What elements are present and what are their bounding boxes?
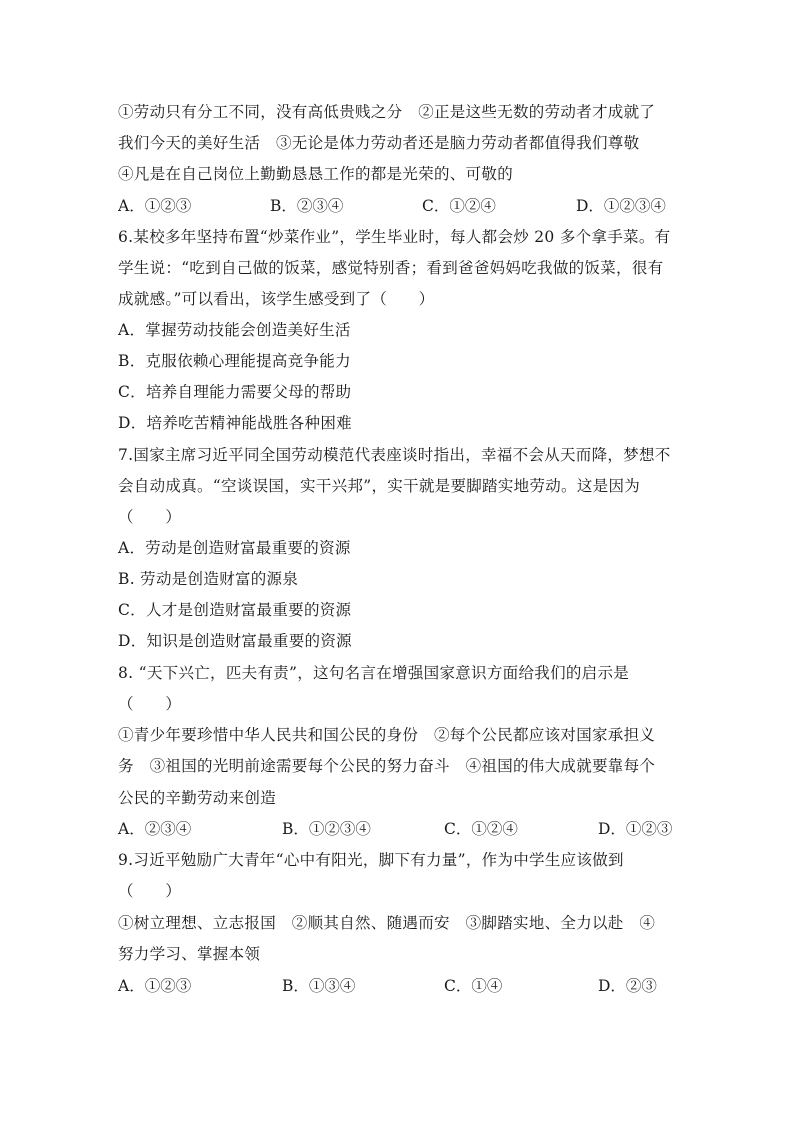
option-b: B．②③④ [270,197,344,215]
option-a: A．①②③ [118,977,192,995]
statement-line: ①劳动只有分工不同，没有高低贵贱之分 ②正是这些无数的劳动者才成就了 [118,103,656,121]
option-c: C．培养自理能力需要父母的帮助 [118,383,352,401]
question-6-stem: 成就感。”可以看出，该学生感受到了（ ） [118,290,435,308]
statement-line: 公民的辛勤劳动来创造 [118,789,277,807]
question-8-stem: 8. “天下兴亡，匹夫有责”，这句名言在增强国家意识方面给我们的启示是 [118,664,630,682]
option-c: C．人才是创造财富最重要的资源 [118,601,352,619]
question-7-stem: 会自动成真。“空谈误国，实干兴邦”，实干就是要脚踏实地劳动。这是因为 [118,477,641,495]
question-6-stem: 6.某校多年坚持布置“炒菜作业”，学生毕业时，每人都会炒 20 多个拿手菜。有 [118,228,671,246]
option-a: A．掌握劳动技能会创造美好生活 [118,321,351,339]
option-d: D．培养吃苦精神能战胜各种困难 [118,414,352,432]
statement-line: 努力学习、掌握本领 [118,945,261,963]
statement-line: ①树立理想、立志报国 ②顺其自然、随遇而安 ③脚踏实地、全力以赴 ④ [118,914,656,932]
option-a: A．②③④ [118,820,192,838]
answer-paren: （ ） [118,508,182,526]
option-d: D．知识是创造财富最重要的资源 [118,632,352,650]
option-b: B．克服依赖心理能提高竞争能力 [118,352,351,370]
answer-options-row [118,196,678,216]
option-d: D．①②③ [598,820,673,838]
option-d: D．②③ [598,977,657,995]
answer-options-row [118,819,678,839]
statement-line: 我们今天的美好生活 ③无论是体力劳动者还是脑力劳动者都值得我们尊敬 [118,134,640,152]
answer-paren: （ ） [118,695,182,713]
option-c: C．①②④ [444,820,518,838]
option-b: B．①③④ [282,977,356,995]
answer-options-row [118,976,678,996]
statement-line: 务 ③祖国的光明前途需要每个公民的努力奋斗 ④祖国的伟大成就要靠每个 [118,757,656,775]
question-9-stem: 9.习近平勉励广大青年“心中有阳光，脚下有力量”，作为中学生应该做到 [118,851,624,869]
option-c: C．①④ [444,977,503,995]
option-d: D．①②③④ [576,197,666,215]
answer-paren: （ ） [118,882,182,900]
option-c: C．①②④ [422,197,496,215]
option-a: A．①②③ [118,197,192,215]
option-b: B．①②③④ [282,820,371,838]
statement-line: ④凡是在自己岗位上勤勤恳恳工作的都是光荣的、可敬的 [118,165,514,183]
question-6-stem: 学生说：“吃到自己做的饭菜，感觉特别香；看到爸爸妈妈吃我做的饭菜，很有 [118,259,664,277]
statement-line: ①青少年要珍惜中华人民共和国公民的身份 ②每个公民都应该对国家承担义 [118,726,656,744]
question-7-stem: 7.国家主席习近平同全国劳动模范代表座谈时指出，幸福不会从天而降，梦想不 [118,446,671,464]
option-a: A．劳动是创造财富最重要的资源 [118,539,351,557]
option-b: B. 劳动是创造财富的源泉 [118,570,299,588]
